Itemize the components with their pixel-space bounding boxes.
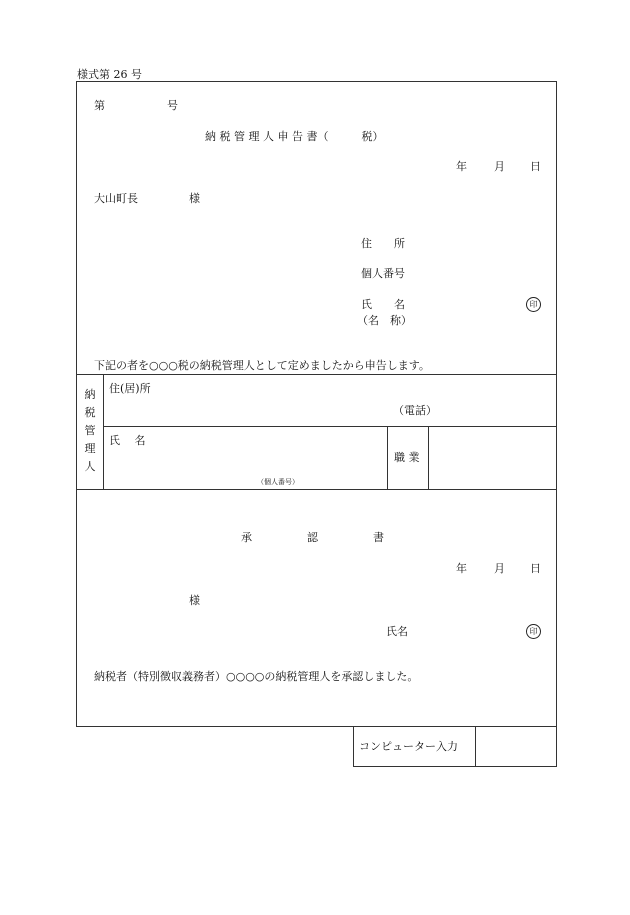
approval-date-year: 年 (456, 562, 467, 575)
manager-side-char: 税 (84, 406, 96, 419)
declarant-seal-mark: 印 (526, 297, 541, 312)
divider-approval-top (76, 489, 557, 490)
number-prefix: 第 (94, 99, 105, 112)
date-day: 日 (530, 160, 541, 173)
approval-date-day: 日 (530, 562, 541, 575)
approval-name-label: 氏名 (386, 625, 408, 638)
divider-side-label (103, 374, 104, 489)
declarant-address-label: 住 所 (361, 237, 405, 250)
manager-side-char: 人 (84, 460, 96, 473)
manager-side-char: 納 (84, 388, 96, 401)
form-title: 納 税 管 理 人 申 告 書（ 税） (205, 130, 384, 143)
declaration-text: 下記の者を○○○税の納税管理人として定めましたから申告します。 (94, 359, 430, 372)
date-year: 年 (456, 160, 467, 173)
form-frame (76, 81, 557, 727)
declarant-company-label: （名 称） (357, 314, 412, 327)
manager-side-label (83, 389, 97, 479)
approval-date-month: 月 (494, 562, 505, 575)
divider-occupation-right (428, 426, 429, 489)
declarant-individual-number-label: 個人番号 (361, 267, 405, 280)
form-number: 様式第 26 号 (77, 68, 142, 81)
computer-input-label: コンピューター入力 (359, 740, 458, 753)
manager-address-label: 住(居)所 (109, 382, 151, 395)
computer-input-divider (475, 726, 476, 767)
approval-honorific: 様 (189, 594, 200, 607)
addressee-honorific: 様 (189, 192, 200, 205)
manager-phone-label: （電話） (393, 404, 437, 417)
manager-occupation-label: 職 業 (394, 451, 420, 464)
manager-individual-number-label: （個人番号） (257, 478, 299, 486)
manager-name-label: 氏 名 (109, 434, 146, 447)
date-month: 月 (494, 160, 505, 173)
addressee: 大山町長 (94, 192, 138, 205)
divider-manager-top (76, 374, 557, 375)
manager-side-char: 理 (84, 442, 96, 455)
approval-title: 承 認 書 (241, 531, 384, 544)
declarant-name-label: 氏 名 (361, 298, 405, 311)
number-suffix: 号 (167, 99, 178, 112)
approval-text: 納税者（特別徴収義務者）○○○○の納税管理人を承認しました。 (94, 670, 419, 683)
divider-occupation-left (387, 426, 388, 489)
divider-manager-middle (103, 426, 557, 427)
manager-side-char: 管 (84, 424, 96, 437)
approval-seal-mark: 印 (526, 624, 541, 639)
